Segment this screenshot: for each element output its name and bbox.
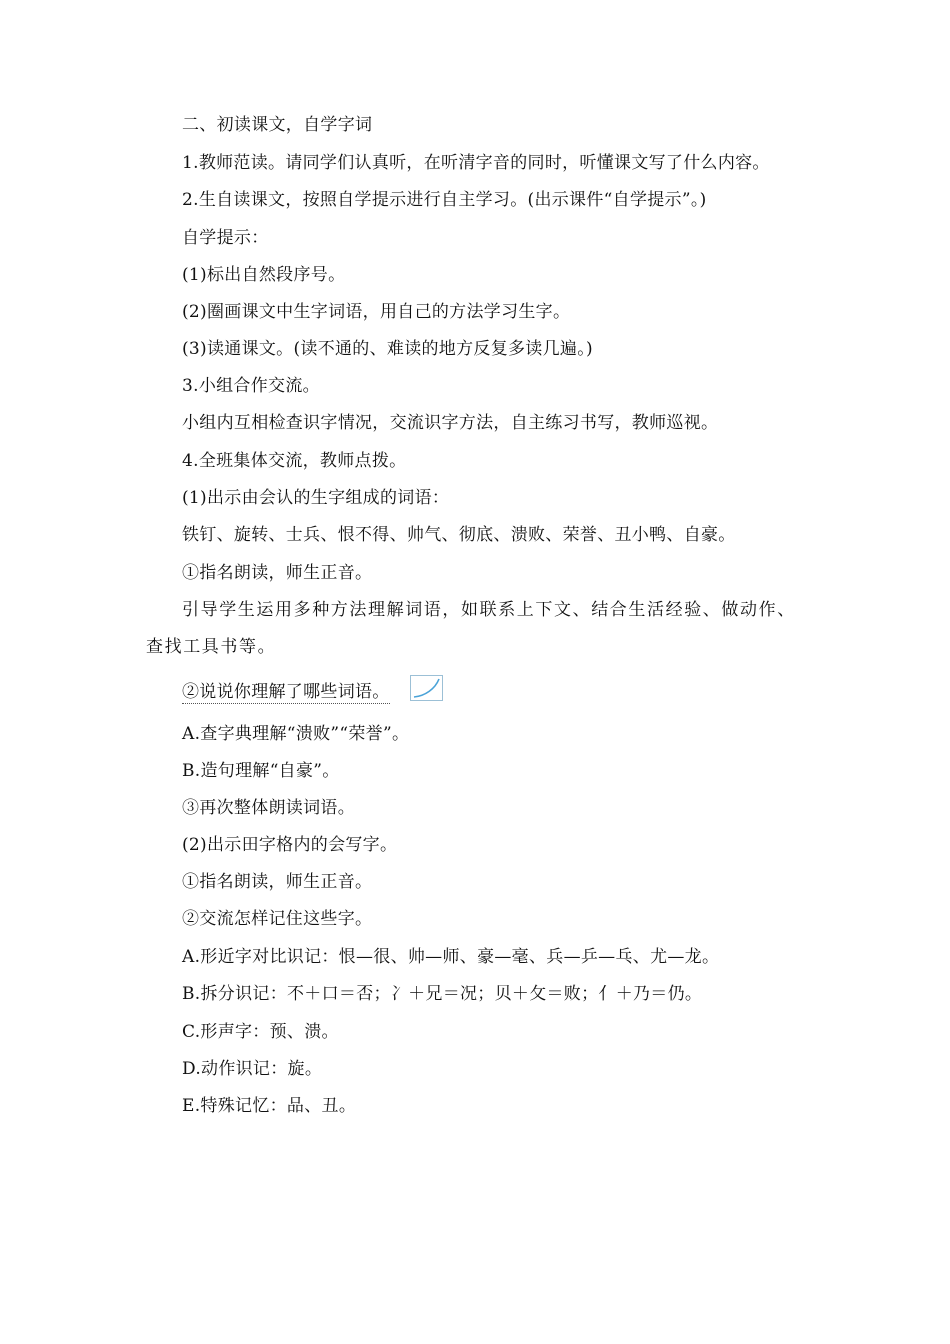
step-3-detail: 小组内互相检查识字情况，交流识字方法，自主练习书写，教师巡视。 <box>182 413 719 433</box>
tip-1: (1)标出自然段序号。 <box>182 265 346 285</box>
step-3: 3.小组合作交流。 <box>182 376 320 396</box>
read-by-name-2: ①指名朗读，师生正音。 <box>182 872 373 892</box>
exchange-memory: ②交流怎样记住这些字。 <box>182 909 373 929</box>
substep-1: (1)出示由会认的生字组成的词语： <box>182 488 450 508</box>
method-c: C.形声字：预、溃。 <box>182 1022 339 1042</box>
item-a-dictionary: A.查字典理解“溃败”“荣誉”。 <box>182 724 410 744</box>
method-b: B.拆分识记：不＋口＝否；冫＋兄＝况；贝＋攵＝败；亻＋乃＝仍。 <box>182 984 703 1004</box>
step-4: 4.全班集体交流，教师点拨。 <box>182 451 407 471</box>
annotation-note-icon[interactable] <box>410 675 443 701</box>
method-d: D.动作识记：旋。 <box>182 1059 323 1079</box>
guidance-paragraph-line-1: 引导学生运用多种方法理解词语，如联系上下文、结合生活经验、做动作、 <box>182 600 796 620</box>
tip-3: (3)读通课文。(读不通的、难读的地方反复多读几遍。) <box>182 339 593 359</box>
discuss-words <box>182 680 390 704</box>
item-b-sentence: B.造句理解“自豪”。 <box>182 761 340 781</box>
substep-2: (2)出示田字格内的会写字。 <box>182 835 398 855</box>
discuss-words-text: ②说说你理解了哪些词语。 <box>182 682 390 702</box>
guidance-paragraph-line-2: 查找工具书等。 <box>146 637 277 657</box>
step-2: 2.生自读课文，按照自学提示进行自主学习。(出示课件“自学提示”。) <box>182 190 707 210</box>
self-study-tips-label: 自学提示： <box>182 228 269 248</box>
method-e: E.特殊记忆：品、丑。 <box>182 1096 357 1116</box>
step-1: 1.教师范读。请同学们认真听，在听清字音的同时，听懂课文写了什么内容。 <box>182 153 770 173</box>
note-curve-icon <box>411 676 442 700</box>
read-by-name-1: ①指名朗读，师生正音。 <box>182 563 373 583</box>
section-heading: 二、初读课文，自学字词 <box>182 115 373 135</box>
tip-2: (2)圈画课文中生字词语，用自己的方法学习生字。 <box>182 302 571 322</box>
method-a: A.形近字对比识记：恨—很、帅—师、豪—毫、兵—乒—乓、尤—龙。 <box>182 947 720 967</box>
vocabulary-list: 铁钉、旋转、士兵、恨不得、帅气、彻底、溃败、荣誉、丑小鸭、自豪。 <box>182 525 736 545</box>
read-again: ③再次整体朗读词语。 <box>182 798 355 818</box>
